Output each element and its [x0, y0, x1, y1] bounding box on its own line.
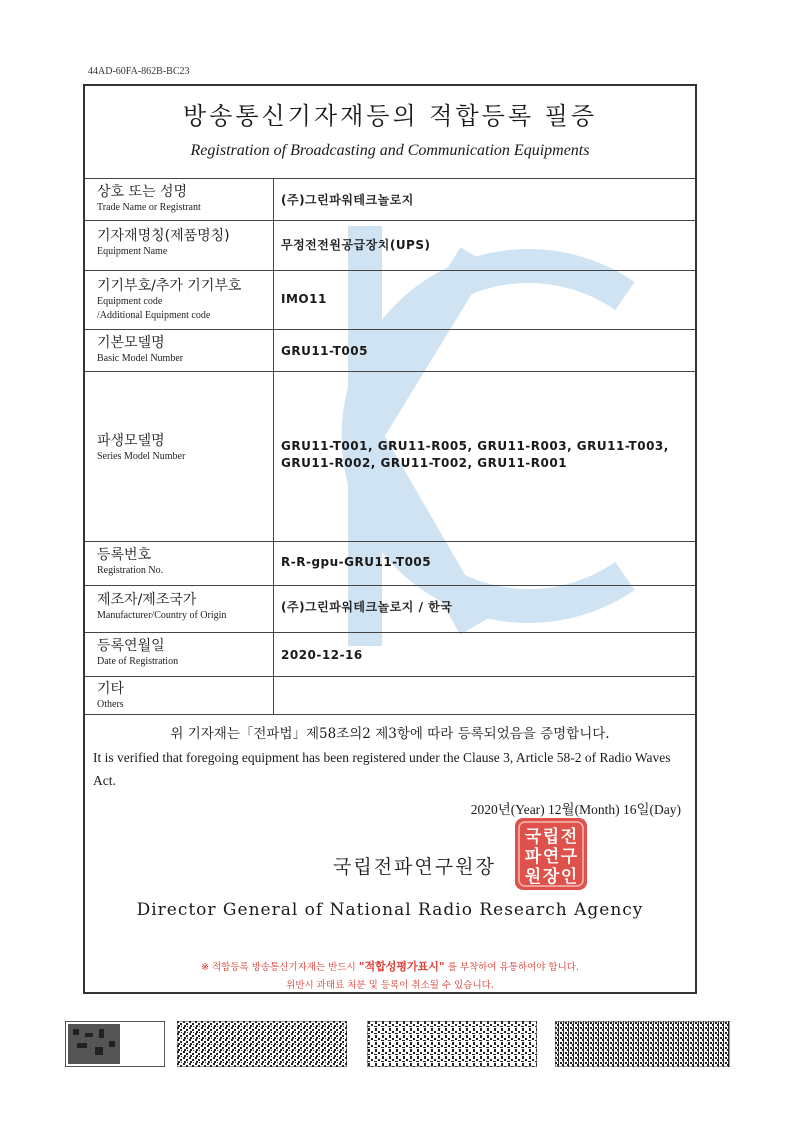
row-label: [97, 334, 183, 366]
table-row: [85, 676, 695, 715]
column-divider: [273, 677, 274, 715]
table-row: [85, 585, 695, 633]
row-label: [97, 183, 201, 215]
equipment-name-value: 무정전전원공급장치(UPS): [281, 238, 431, 252]
label-english: Manufacturer/Country of Origin: [97, 610, 227, 621]
barcode-icon: [177, 1021, 347, 1067]
column-divider: [273, 271, 274, 330]
row-label: [97, 591, 226, 623]
barcode-icon: [367, 1021, 537, 1067]
basic-model-value: GRU11-T005: [281, 344, 368, 358]
row-label: [97, 680, 124, 712]
official-seal-icon: [513, 816, 589, 892]
issue-date: 2020년(Year) 12월(Month) 16일(Day): [470, 802, 681, 817]
notice-text: ※ 적합등록 방송통신기자재는 반드시: [201, 962, 356, 973]
label-english: Others: [97, 699, 124, 710]
table-row: [85, 220, 695, 271]
table-row: [85, 541, 695, 586]
row-label: [97, 432, 185, 464]
label-korean: 기자재명칭(제품명칭): [97, 228, 230, 244]
column-divider: [273, 330, 274, 372]
series-model-line-1: GRU11-T001, GRU11-R005, GRU11-R003, GRU11-T003,: [281, 439, 669, 453]
svg-text:파: 파: [524, 847, 542, 867]
label-korean: 파생모델명: [97, 433, 165, 449]
equipment-code-value: IMO11: [281, 292, 327, 306]
table-bottom-border: [85, 714, 695, 715]
notice-text: 를 부착하여 유통하여야 합니다.: [447, 962, 579, 973]
label-korean: 기본모델명: [97, 335, 165, 351]
notice-line-2: 위반시 과태료 처분 및 등록이 취소될 수 있습니다.: [286, 980, 494, 991]
series-model-value: [281, 438, 669, 472]
label-korean: 상호 또는 성명: [97, 184, 188, 200]
table-row: [85, 329, 695, 372]
notice-emphasis: "적합성평가표시": [358, 960, 445, 973]
label-korean: 기기부호/추가 기기부호: [97, 278, 242, 294]
director-korean: 국립전파연구원장: [333, 856, 496, 878]
label-english: Date of Registration: [97, 656, 179, 667]
row-label: [97, 637, 178, 669]
label-english: Basic Model Number: [97, 353, 184, 364]
column-divider: [273, 221, 274, 271]
svg-text:전: 전: [560, 827, 578, 847]
table-row: [85, 632, 695, 677]
certificate-frame: [83, 84, 697, 994]
svg-text:인: 인: [560, 867, 578, 887]
label-english: Equipment code: [97, 296, 163, 307]
certification-english: It is verified that foregoing equipment has been registered under the Clause 3, Article 58-2 of Radio Waves Act.: [93, 750, 671, 788]
row-label: [97, 277, 241, 323]
table-row: [85, 270, 695, 330]
table-row: [85, 371, 695, 542]
notice-line-1: [85, 958, 695, 977]
svg-text:국: 국: [524, 827, 542, 847]
manufacturer-value: (주)그린파워테크놀로지 / 한국: [281, 600, 453, 614]
label-english-2: /Additional Equipment code: [97, 310, 211, 321]
column-divider: [273, 542, 274, 586]
registration-number-value: R-R-gpu-GRU11-T005: [281, 555, 432, 569]
barcode-icon: [555, 1021, 730, 1067]
title-korean: 방송통신기자재등의 적합등록 필증: [182, 102, 598, 130]
trade-name-value: (주)그린파워테크놀로지: [281, 193, 414, 207]
label-korean: 제조자/제조국가: [97, 592, 197, 608]
label-korean: 등록번호: [97, 547, 152, 563]
row-label: [97, 546, 163, 578]
label-korean: 등록연월일: [97, 638, 165, 654]
title-english: Registration of Broadcasting and Communication Equipments: [190, 142, 590, 159]
barcode-box-icon: [65, 1021, 165, 1067]
series-model-line-2: GRU11-R002, GRU11-T002, GRU11-R001: [281, 456, 568, 470]
table-row: [85, 178, 695, 221]
label-korean: 기타: [97, 681, 125, 697]
label-english: Equipment Name: [97, 246, 168, 257]
svg-text:원: 원: [524, 867, 542, 887]
svg-text:연: 연: [542, 847, 560, 867]
document-id: 44AD-60FA-862B-BC23: [88, 66, 190, 77]
column-divider: [273, 179, 274, 221]
column-divider: [273, 586, 274, 633]
label-english: Trade Name or Registrant: [97, 202, 201, 213]
certification-korean: 위 기자재는「전파법」제58조의2 제3항에 따라 등록되었음을 증명합니다.: [170, 726, 610, 742]
label-english: Registration No.: [97, 565, 164, 576]
director-english: Director General of National Radio Research Agency: [136, 900, 644, 920]
registration-date-value: 2020-12-16: [281, 648, 363, 662]
svg-text:장: 장: [542, 867, 560, 887]
column-divider: [273, 372, 274, 542]
label-english: Series Model Number: [97, 451, 186, 462]
notice: [85, 958, 695, 995]
svg-text:립: 립: [542, 827, 560, 847]
svg-text:구: 구: [560, 847, 578, 867]
row-label: [97, 227, 230, 259]
column-divider: [273, 633, 274, 677]
